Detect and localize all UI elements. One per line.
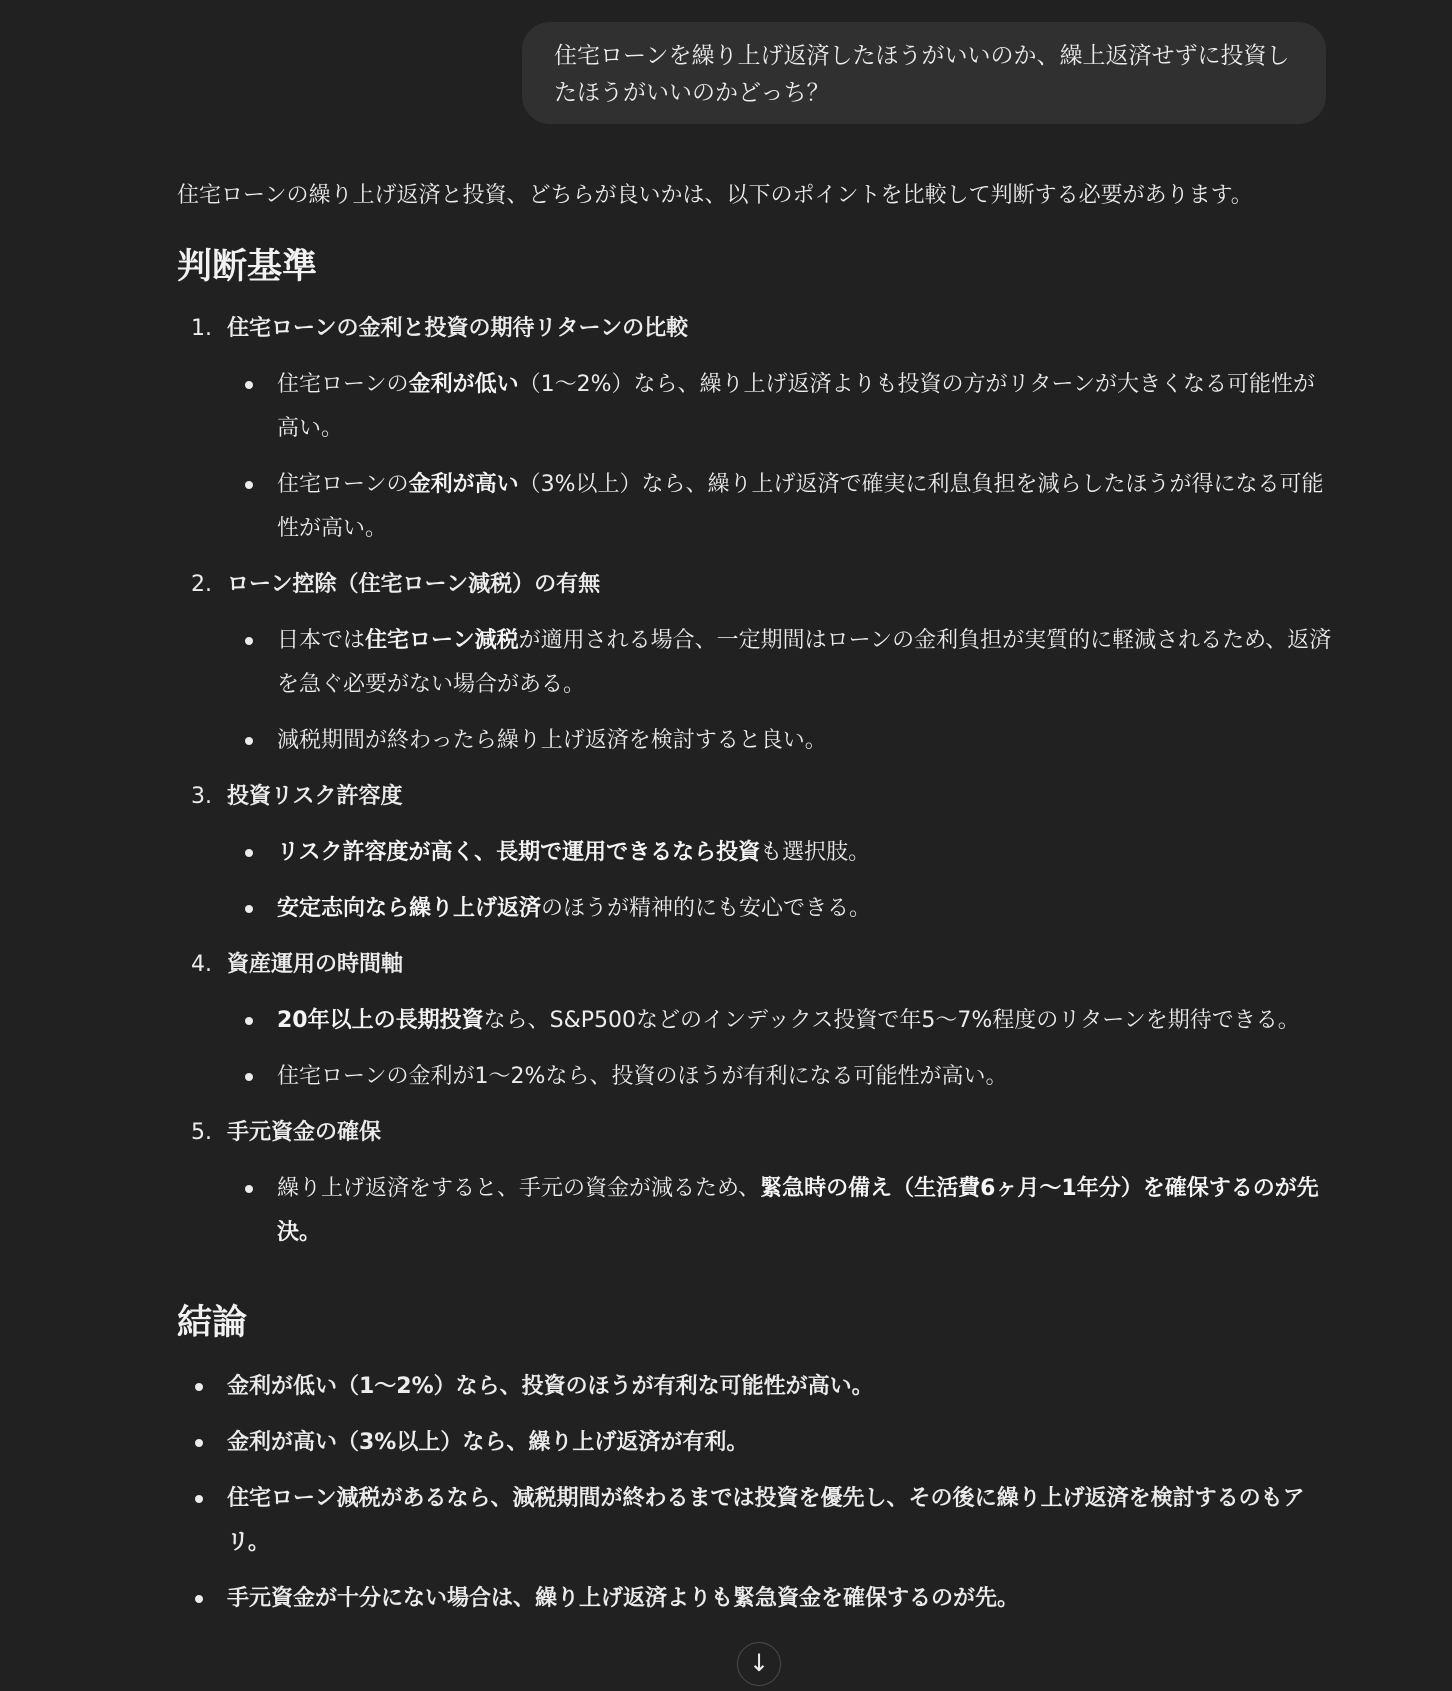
bullet-item bbox=[227, 999, 1333, 1043]
bullet-item bbox=[227, 1167, 1333, 1255]
criteria-bullets bbox=[227, 363, 1333, 551]
bullet-text: 繰り上げ返済をすると、手元の資金が減るため、 bbox=[277, 1176, 761, 1201]
bullet-item bbox=[227, 463, 1333, 551]
assistant-response bbox=[177, 175, 1333, 1621]
bullet-dot bbox=[245, 637, 253, 645]
bullet-dot bbox=[245, 1017, 253, 1025]
bullet-dot bbox=[195, 1439, 203, 1447]
criteria-bullets bbox=[227, 831, 1333, 931]
bullet-dot bbox=[245, 849, 253, 857]
conclusion-text: 住宅ローン減税があるなら、減税期間が終わるまでは投資を優先し、その後に繰り上げ返済を検討するのもアリ。 bbox=[227, 1486, 1305, 1555]
criteria-number: 1. bbox=[191, 316, 212, 341]
criteria-title: 手元資金の確保 bbox=[227, 1120, 382, 1145]
bullet-dot bbox=[245, 905, 253, 913]
criteria-title: 資産運用の時間軸 bbox=[227, 952, 404, 977]
bullet-text: 日本では bbox=[277, 628, 366, 653]
conclusion-item bbox=[177, 1365, 1333, 1409]
bullet-item bbox=[227, 619, 1333, 707]
conclusion-list bbox=[177, 1365, 1333, 1621]
bullet-item bbox=[227, 831, 1333, 875]
criteria-number: 2. bbox=[191, 572, 212, 597]
conclusion-text: 金利が高い（3%以上）なら、繰り上げ返済が有利。 bbox=[227, 1430, 749, 1455]
criteria-item bbox=[177, 563, 1333, 763]
criteria-item bbox=[177, 775, 1333, 931]
bullet-dot bbox=[245, 1185, 253, 1193]
bullet-text: 住宅ローンの bbox=[277, 372, 409, 397]
criteria-number: 3. bbox=[191, 784, 212, 809]
bullet-text: （1〜2%）なら、繰り上げ返済よりも投資の方がリターンが大きくなる可能性が高い。 bbox=[277, 372, 1316, 441]
criteria-list bbox=[177, 307, 1333, 1255]
conclusion-text: 手元資金が十分にない場合は、繰り上げ返済よりも緊急資金を確保するのが先。 bbox=[227, 1586, 1020, 1611]
bullet-text: 減税期間が終わったら繰り上げ返済を検討すると良い。 bbox=[277, 728, 827, 753]
bullet-emphasis: 金利が低い bbox=[408, 372, 519, 397]
criteria-number: 5. bbox=[191, 1120, 212, 1145]
criteria-number: 4. bbox=[191, 952, 212, 977]
arrow-down-icon: ↓ bbox=[748, 1649, 770, 1677]
scroll-to-bottom-button[interactable] bbox=[737, 1642, 781, 1686]
bullet-dot bbox=[245, 1073, 253, 1081]
user-message-text: 住宅ローンを繰り上げ返済したほうがいいのか、繰上返済せずに投資したほうがいいのかどっち？ bbox=[554, 43, 1290, 106]
user-message-bubble bbox=[522, 22, 1326, 124]
criteria-heading: 判断基準 bbox=[177, 247, 318, 287]
bullet-text: なら、S&P500などのインデックス投資で年5〜7%程度のリターンを期待できる。 bbox=[483, 1008, 1300, 1033]
bullet-dot bbox=[245, 481, 253, 489]
bullet-text: が適用される場合、一定期間はローンの金利負担が実質的に軽減されるため、返済を急ぐ必要がない場合がある。 bbox=[277, 628, 1332, 697]
bullet-text: も選択肢。 bbox=[760, 840, 871, 865]
bullet-item bbox=[227, 1055, 1333, 1099]
bullet-emphasis: 緊急時の備え（生活費6ヶ月〜1年分）を確保するのが先決。 bbox=[277, 1176, 1319, 1245]
criteria-bullets bbox=[227, 1167, 1333, 1255]
conclusion-item bbox=[177, 1477, 1333, 1565]
bullet-dot bbox=[245, 381, 253, 389]
bullet-emphasis: リスク許容度が高く、長期で運用できるなら投資 bbox=[277, 840, 761, 865]
bullet-dot bbox=[195, 1595, 203, 1603]
bullet-emphasis: 20年以上の長期投資 bbox=[277, 1008, 484, 1033]
criteria-title: 住宅ローンの金利と投資の期待リターンの比較 bbox=[227, 316, 689, 341]
response-intro: 住宅ローンの繰り上げ返済と投資、どちらが良いかは、以下のポイントを比較して判断する必要があります。 bbox=[177, 183, 1253, 208]
criteria-item bbox=[177, 307, 1333, 551]
bullet-item bbox=[227, 363, 1333, 451]
conclusion-item bbox=[177, 1577, 1333, 1621]
conclusion-heading: 結論 bbox=[177, 1303, 248, 1343]
bullet-emphasis: 金利が高い bbox=[408, 472, 519, 497]
conclusion-text: 金利が低い（1〜2%）なら、投資のほうが有利な可能性が高い。 bbox=[227, 1374, 874, 1399]
bullet-item bbox=[227, 887, 1333, 931]
bullet-text: （3%以上）なら、繰り上げ返済で確実に利息負担を減らしたほうが得になる可能性が高い。 bbox=[277, 472, 1324, 541]
bullet-text: 住宅ローンの金利が1〜2%なら、投資のほうが有利になる可能性が高い。 bbox=[277, 1064, 1008, 1089]
criteria-title: ローン控除（住宅ローン減税）の有無 bbox=[227, 572, 601, 597]
bullet-dot bbox=[245, 737, 253, 745]
bullet-text: のほうが精神的にも安心できる。 bbox=[541, 896, 872, 921]
conclusion-item bbox=[177, 1421, 1333, 1465]
criteria-item bbox=[177, 943, 1333, 1099]
criteria-item bbox=[177, 1111, 1333, 1255]
bullet-emphasis: 住宅ローン減税 bbox=[365, 628, 519, 653]
criteria-title: 投資リスク許容度 bbox=[227, 784, 403, 809]
bullet-dot bbox=[195, 1383, 203, 1391]
bullet-text: 住宅ローンの bbox=[277, 472, 409, 497]
criteria-bullets bbox=[227, 999, 1333, 1099]
criteria-bullets bbox=[227, 619, 1333, 763]
bullet-dot bbox=[195, 1495, 203, 1503]
bullet-item bbox=[227, 719, 1333, 763]
bullet-emphasis: 安定志向なら繰り上げ返済 bbox=[277, 896, 542, 921]
